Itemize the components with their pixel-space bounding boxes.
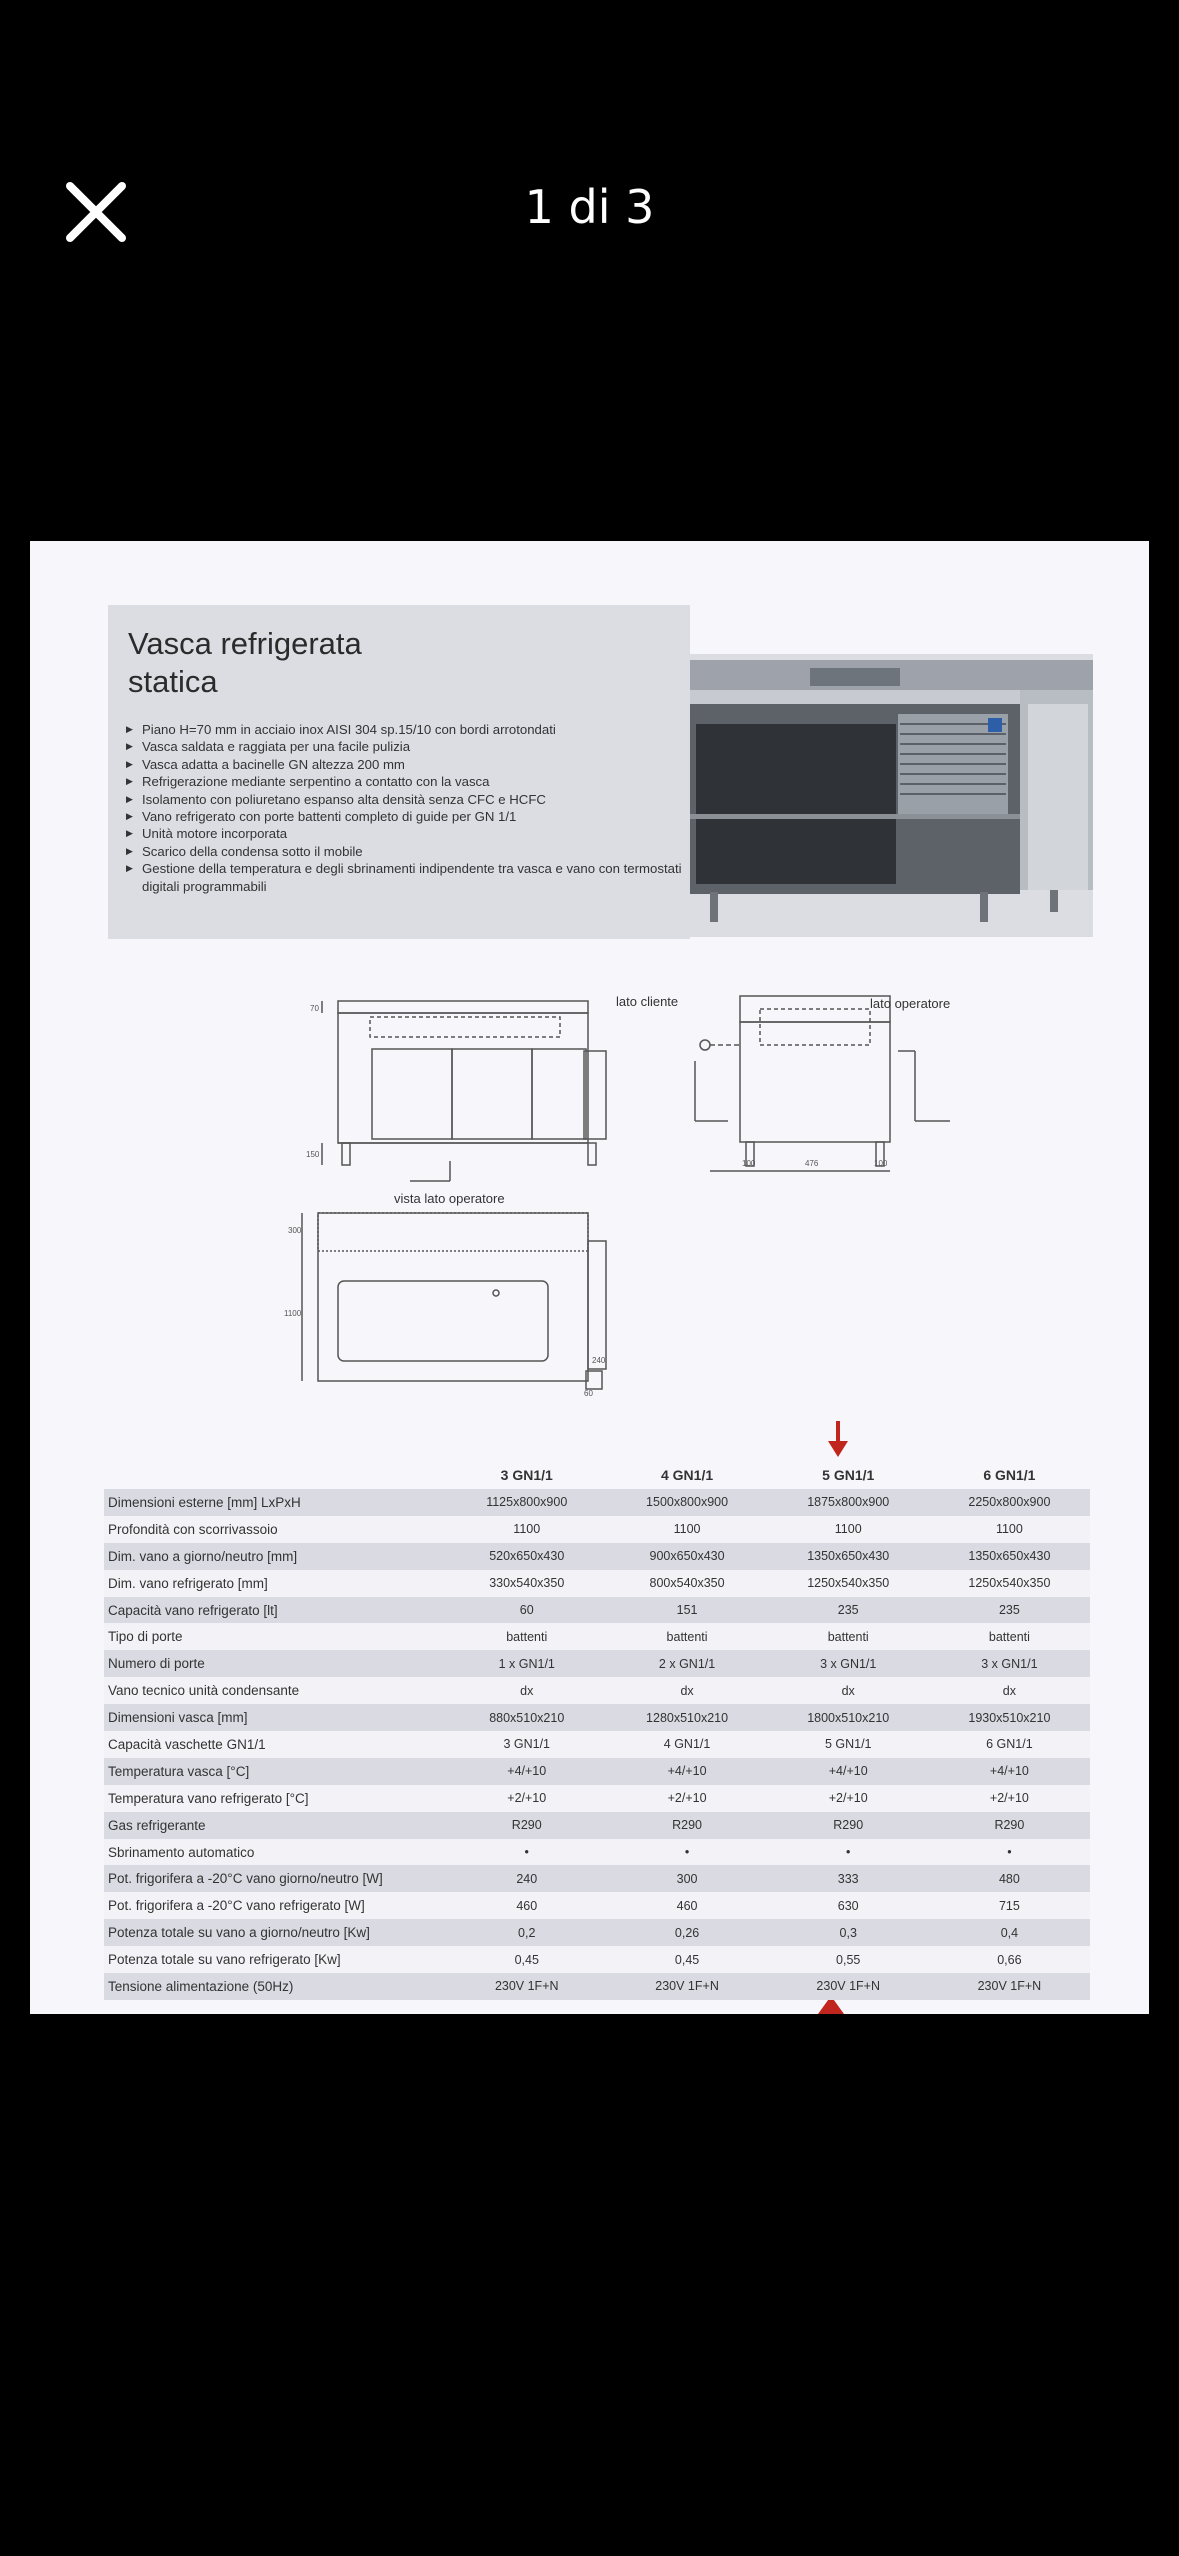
dim-label: 240 <box>592 1356 606 1365</box>
dim-label: 100 <box>874 1159 888 1168</box>
table-row <box>104 1623 1090 1650</box>
table-cell: 0,2 <box>447 1919 606 1946</box>
table-header: 5 GN1/1 <box>822 1467 875 1483</box>
table-cell: 151 <box>606 1597 767 1624</box>
table-cell: 1350x650x430 <box>929 1543 1090 1570</box>
table-row <box>104 1543 1090 1570</box>
document-image[interactable] <box>30 541 1149 2014</box>
table-cell: 1100 <box>447 1516 606 1543</box>
table-cell: 5 GN1/1 <box>768 1731 929 1758</box>
table-cell: +2/+10 <box>447 1785 606 1812</box>
feature-item: ▶ Vano refrigerato con porte battenti completo di guide per GN 1/1 <box>126 808 686 825</box>
row-label: Temperatura vasca [°C] <box>104 1758 447 1785</box>
table-cell: 0,3 <box>768 1919 929 1946</box>
row-label: Tensione alimentazione (50Hz) <box>104 1973 447 2000</box>
table-cell: • <box>447 1839 606 1866</box>
table-cell: 0,55 <box>768 1946 929 1973</box>
table-cell: dx <box>929 1677 1090 1704</box>
table-row <box>104 1489 1090 1516</box>
table-cell: 1800x510x210 <box>768 1704 929 1731</box>
red-arrow-down-icon <box>828 1421 848 1457</box>
table-cell: 800x540x350 <box>606 1570 767 1597</box>
table-cell: 900x650x430 <box>606 1543 767 1570</box>
table-cell: 0,4 <box>929 1919 1090 1946</box>
table-cell: R290 <box>447 1812 606 1839</box>
table-row <box>104 1892 1090 1919</box>
table-cell: R290 <box>606 1812 767 1839</box>
table-header-empty <box>104 1461 447 1489</box>
table-cell: 520x650x430 <box>447 1543 606 1570</box>
row-label: Sbrinamento automatico <box>104 1839 447 1866</box>
row-label: Dimensioni vasca [mm] <box>104 1704 447 1731</box>
table-cell: 3 x GN1/1 <box>768 1650 929 1677</box>
table-cell: 0,45 <box>606 1946 767 1973</box>
table-cell: 240 <box>447 1865 606 1892</box>
feature-item: ▶ Vasca saldata e raggiata per una facile pulizia <box>126 738 686 755</box>
page-counter: 1 di 3 <box>524 180 655 234</box>
spec-table <box>104 1461 1090 2000</box>
row-label: Pot. frigorifera a -20°C vano refrigerato [W] <box>104 1892 447 1919</box>
table-cell: 2250x800x900 <box>929 1489 1090 1516</box>
row-label: Gas refrigerante <box>104 1812 447 1839</box>
table-cell: battenti <box>768 1623 929 1650</box>
table-cell: 1500x800x900 <box>606 1489 767 1516</box>
table-cell: 1250x540x350 <box>768 1570 929 1597</box>
dim-label: 1100 <box>284 1309 302 1318</box>
row-label: Numero di porte <box>104 1650 447 1677</box>
table-cell: 0,26 <box>606 1919 767 1946</box>
table-row <box>104 1597 1090 1624</box>
feature-item: ▶ Scarico della condensa sotto il mobile <box>126 843 686 860</box>
table-row <box>104 1704 1090 1731</box>
table-cell: dx <box>447 1677 606 1704</box>
table-header: 6 GN1/1 <box>983 1467 1036 1483</box>
dim-label: 476 <box>805 1159 819 1168</box>
document-title: Vasca refrigerata statica <box>128 626 362 699</box>
table-cell: 1350x650x430 <box>768 1543 929 1570</box>
table-cell: 1930x510x210 <box>929 1704 1090 1731</box>
table-cell: 6 GN1/1 <box>929 1731 1090 1758</box>
label-vista-lato-operatore: vista lato operatore <box>394 1191 505 1206</box>
table-row <box>104 1758 1090 1785</box>
row-label: Profondità con scorrivassoio <box>104 1516 447 1543</box>
table-cell: 230V 1F+N <box>768 1973 929 2000</box>
dim-label: 300 <box>288 1226 302 1235</box>
table-cell: 230V 1F+N <box>447 1973 606 2000</box>
table-cell: +4/+10 <box>768 1758 929 1785</box>
row-label: Dimensioni esterne [mm] LxPxH <box>104 1489 447 1516</box>
table-cell: • <box>768 1839 929 1866</box>
table-cell: 460 <box>606 1892 767 1919</box>
table-cell: 333 <box>768 1865 929 1892</box>
dim-label: 150 <box>306 1150 320 1159</box>
row-label: Potenza totale su vano refrigerato [Kw] <box>104 1946 447 1973</box>
row-label: Vano tecnico unità condensante <box>104 1677 447 1704</box>
feature-list <box>126 721 686 895</box>
table-row <box>104 1677 1090 1704</box>
viewer-top-bar <box>0 0 1179 540</box>
table-cell: 3 GN1/1 <box>447 1731 606 1758</box>
table-cell: 715 <box>929 1892 1090 1919</box>
dim-label: 60 <box>584 1389 593 1398</box>
dim-label: 100 <box>742 1159 756 1168</box>
table-cell: 230V 1F+N <box>929 1973 1090 2000</box>
table-cell: 1250x540x350 <box>929 1570 1090 1597</box>
dim-label: 70 <box>310 1004 319 1013</box>
table-cell: +4/+10 <box>606 1758 767 1785</box>
table-row <box>104 1516 1090 1543</box>
table-cell: 3 x GN1/1 <box>929 1650 1090 1677</box>
table-row <box>104 1812 1090 1839</box>
row-label: Pot. frigorifera a -20°C vano giorno/neutro [W] <box>104 1865 447 1892</box>
label-lato-operatore: lato operatore <box>870 996 951 1011</box>
table-header: 4 GN1/1 <box>660 1467 714 1483</box>
table-cell: 1875x800x900 <box>768 1489 929 1516</box>
table-cell: 1100 <box>929 1516 1090 1543</box>
table-cell: 460 <box>447 1892 606 1919</box>
table-cell: R290 <box>768 1812 929 1839</box>
table-cell: battenti <box>447 1623 606 1650</box>
table-cell: 630 <box>768 1892 929 1919</box>
row-label: Capacità vano refrigerato [lt] <box>104 1597 447 1624</box>
feature-item: ▶ Gestione della temperatura e degli sbrinamenti indipendente tra vasca e vano con termostati digitali programmabili <box>126 860 686 895</box>
feature-item: ▶ Isolamento con poliuretano espanso alta densità senza CFC e HCFC <box>126 791 686 808</box>
row-label: Tipo di porte <box>104 1623 447 1650</box>
feature-item: ▶ Unità motore incorporata <box>126 825 686 842</box>
table-cell: 4 GN1/1 <box>606 1731 767 1758</box>
table-cell: 1 x GN1/1 <box>447 1650 606 1677</box>
feature-item: ▶ Vasca adatta a bacinelle GN altezza 200 mm <box>126 756 686 773</box>
table-cell: • <box>929 1839 1090 1866</box>
table-cell: +4/+10 <box>929 1758 1090 1785</box>
table-cell: +2/+10 <box>606 1785 767 1812</box>
table-cell: 1100 <box>606 1516 767 1543</box>
table-cell: 1125x800x900 <box>447 1489 606 1516</box>
table-cell: 235 <box>929 1597 1090 1624</box>
row-label: Dim. vano a giorno/neutro [mm] <box>104 1543 447 1570</box>
product-photo <box>690 654 1093 937</box>
row-label: Potenza totale su vano a giorno/neutro [Kw] <box>104 1919 447 1946</box>
feature-item: ▶ Refrigerazione mediante serpentino a contatto con la vasca <box>126 773 686 790</box>
row-label: Capacità vaschette GN1/1 <box>104 1731 447 1758</box>
feature-item: ▶ Piano H=70 mm in acciaio inox AISI 304 sp.15/10 con bordi arrotondati <box>126 721 686 738</box>
table-cell: 2 x GN1/1 <box>606 1650 767 1677</box>
product-info-box <box>108 605 690 939</box>
label-lato-cliente: lato cliente <box>616 994 679 1009</box>
table-cell: 300 <box>606 1865 767 1892</box>
table-row <box>104 1785 1090 1812</box>
table-cell: 230V 1F+N <box>606 1973 767 2000</box>
table-cell: 60 <box>447 1597 606 1624</box>
table-cell: 1280x510x210 <box>606 1704 767 1731</box>
table-cell: +4/+10 <box>447 1758 606 1785</box>
table-cell: +2/+10 <box>768 1785 929 1812</box>
table-cell: +2/+10 <box>929 1785 1090 1812</box>
table-row <box>104 1919 1090 1946</box>
table-cell: dx <box>606 1677 767 1704</box>
viewer-bottom-bar <box>0 2014 1179 2556</box>
table-cell: 330x540x350 <box>447 1570 606 1597</box>
table-cell: R290 <box>929 1812 1090 1839</box>
table-body <box>104 1489 1090 2000</box>
table-cell: 0,66 <box>929 1946 1090 1973</box>
table-row <box>104 1839 1090 1866</box>
table-header-row <box>104 1461 1090 1489</box>
table-row <box>104 1650 1090 1677</box>
table-cell: 235 <box>768 1597 929 1624</box>
table-cell: • <box>606 1839 767 1866</box>
table-cell: 1100 <box>768 1516 929 1543</box>
table-cell: 480 <box>929 1865 1090 1892</box>
table-header: 3 GN1/1 <box>500 1467 553 1483</box>
table-row <box>104 1731 1090 1758</box>
table-cell: battenti <box>606 1623 767 1650</box>
table-row <box>104 1865 1090 1892</box>
table-cell: dx <box>768 1677 929 1704</box>
table-cell: 880x510x210 <box>447 1704 606 1731</box>
table-cell: 0,45 <box>447 1946 606 1973</box>
row-label: Temperatura vano refrigerato [°C] <box>104 1785 447 1812</box>
table-cell: battenti <box>929 1623 1090 1650</box>
table-row <box>104 1946 1090 1973</box>
table-row <box>104 1570 1090 1597</box>
table-row <box>104 1973 1090 2000</box>
row-label: Dim. vano refrigerato [mm] <box>104 1570 447 1597</box>
